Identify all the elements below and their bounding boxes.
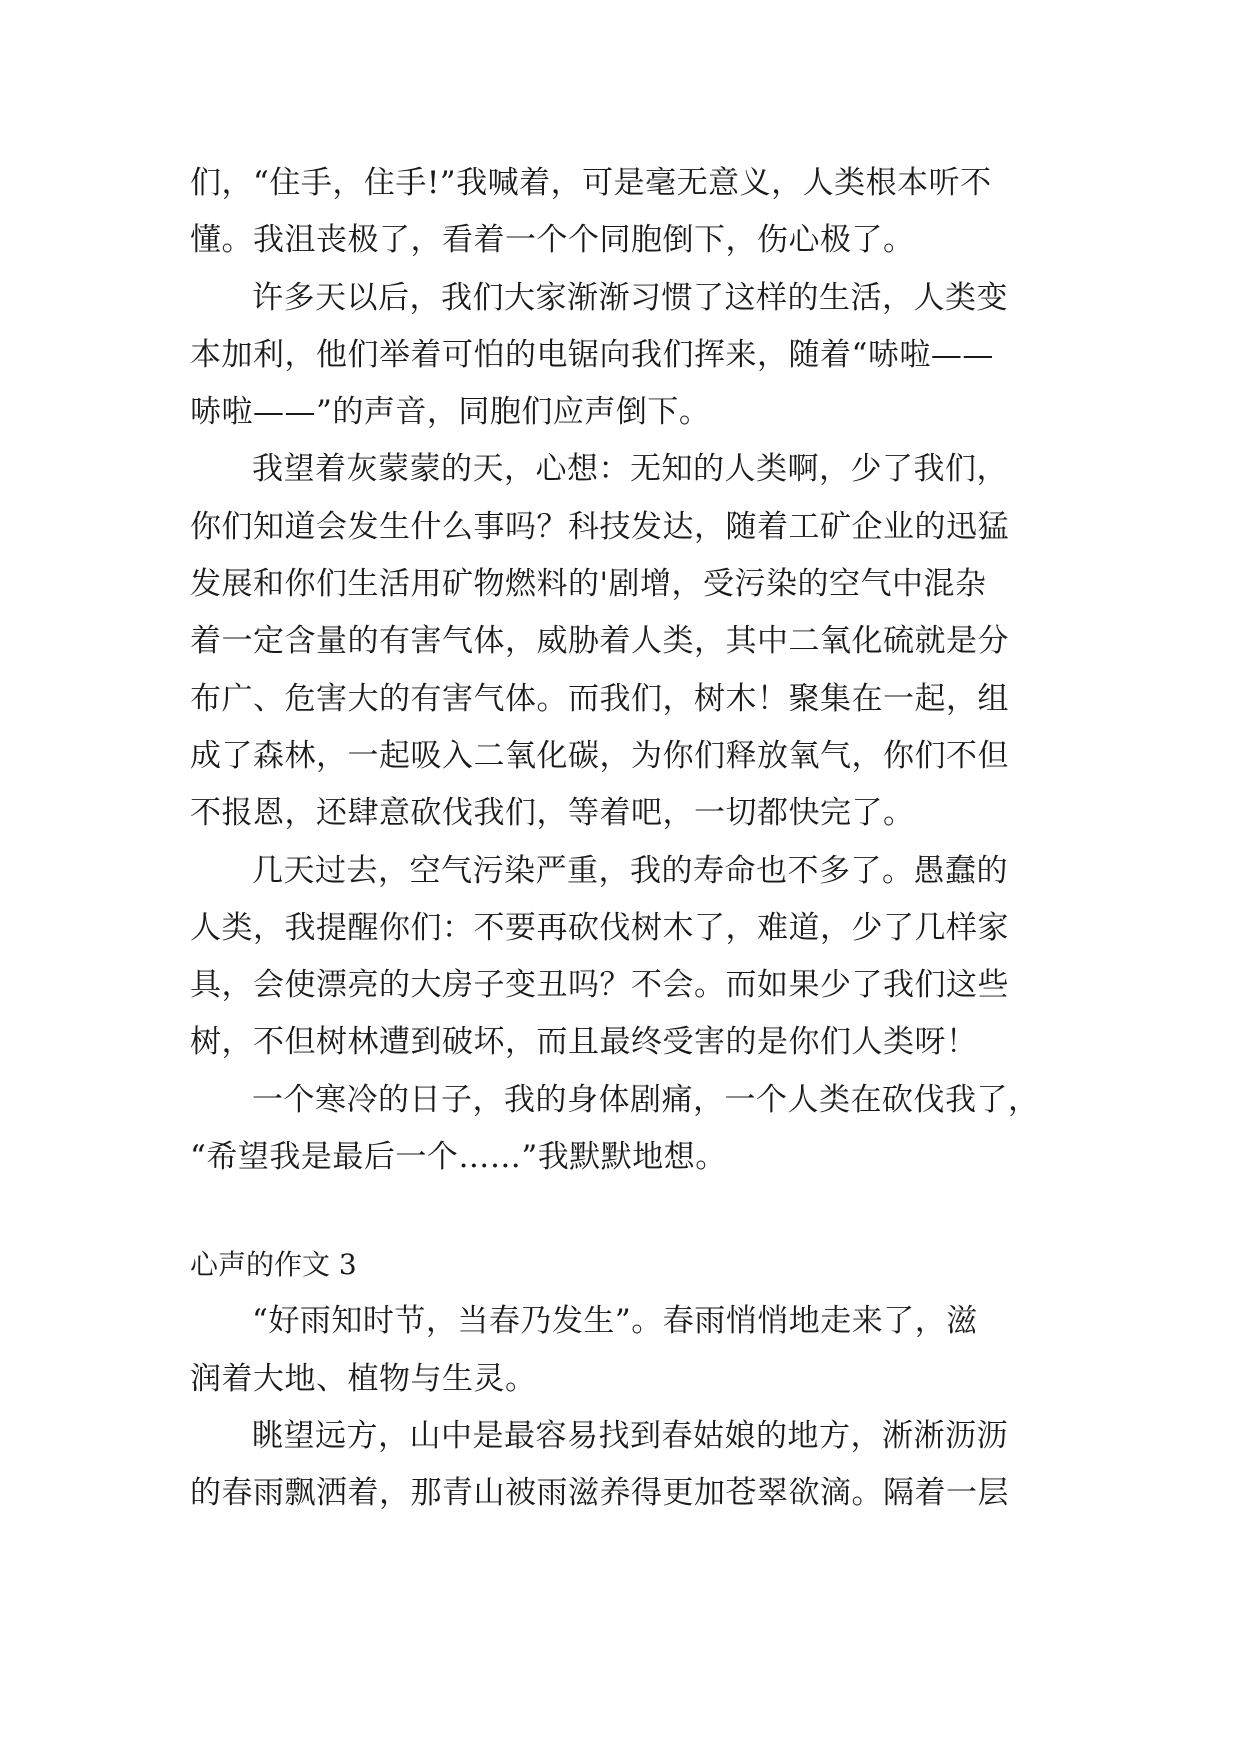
paragraph-6 — [190, 1293, 1052, 1408]
text-line: 润着大地、植物与生灵。 — [190, 1360, 537, 1397]
text-line: 我望着灰蒙蒙的天，心想：无知的人类啊，少了我们， — [252, 451, 1008, 488]
paragraph-1 — [190, 155, 1052, 270]
text-line: 不报恩，还肆意砍伐我们，等着吧，一切都快完了。 — [190, 795, 915, 832]
text-line: “希望我是最后一个……”我默默地想。 — [190, 1139, 727, 1176]
text-line: 着一定含量的有害气体，威胁着人类，其中二氧化硫就是分 — [190, 623, 1009, 660]
text-line: 几天过去，空气污染严重，我的寿命也不多了。愚蠢的 — [252, 852, 1008, 889]
paragraph-5 — [190, 1072, 1052, 1187]
text-line: 的春雨飘洒着，那青山被雨滋养得更加苍翠欲滴。隔着一层 — [190, 1475, 1009, 1512]
text-line: 具，会使漂亮的大房子变丑吗？不会。而如果少了我们这些 — [190, 967, 1009, 1004]
text-line: 眺望远方，山中是最容易找到春姑娘的地方，淅淅沥沥 — [252, 1417, 1008, 1454]
text-line: 发展和你们生活用矿物燃料的'剧增，受污染的空气中混杂 — [190, 566, 987, 603]
section-title: 心声的作文 3 — [190, 1248, 357, 1282]
text-line: 布广、危害大的有害气体。而我们，树木！聚集在一起，组 — [190, 680, 1009, 717]
text-line: 本加利，他们举着可怕的电锯向我们挥来，随着“哧啦—— — [190, 336, 994, 373]
text-line: 人类，我提醒你们：不要再砍伐树木了，难道，少了几样家 — [190, 909, 1009, 946]
text-line: 们，“住手，住手!”我喊着，可是毫无意义，人类根本听不 — [190, 165, 992, 201]
text-line: 树，不但树林遭到破坏，而且最终受害的是你们人类呀！ — [190, 1024, 978, 1061]
paragraph-4 — [190, 843, 1052, 1072]
document-body — [190, 155, 1052, 1523]
text-line: 懂。我沮丧极了，看着一个个同胞倒下，伤心极了。 — [190, 222, 915, 259]
text-line: 许多天以后，我们大家渐渐习惯了这样的生活，人类变 — [252, 279, 1008, 316]
text-line: “好雨知时节，当春乃发生”。春雨悄悄地走来了，滋 — [252, 1303, 978, 1340]
text-line: 哧啦——”的声音，同胞们应声倒下。 — [190, 394, 711, 431]
text-line: 一个寒冷的日子，我的身体剧痛，一个人类在砍伐我了， — [252, 1081, 1040, 1118]
text-line: 成了森林，一起吸入二氧化碳，为你们释放氧气，你们不但 — [190, 737, 1009, 774]
text-line: 你们知道会发生什么事吗？科技发达，随着工矿企业的迅猛 — [190, 508, 1009, 545]
paragraph-3 — [190, 441, 1052, 842]
paragraph-7 — [190, 1408, 1052, 1523]
paragraph-2 — [190, 270, 1052, 442]
